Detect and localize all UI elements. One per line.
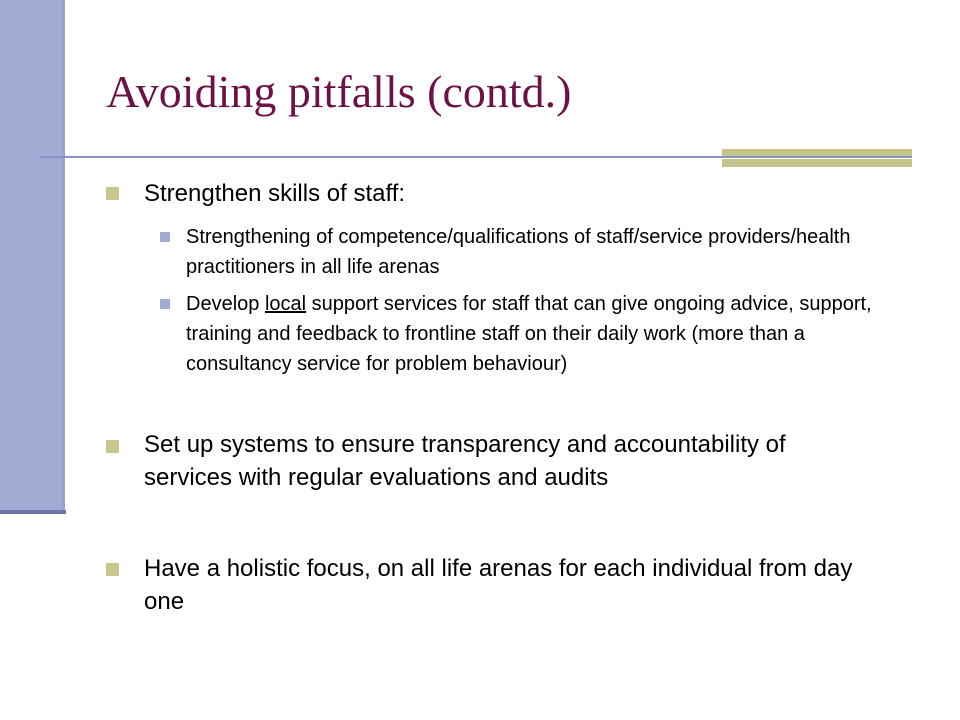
sub-bullet-square (160, 299, 170, 309)
sub-item-1-2 (186, 289, 906, 379)
bullet-square (106, 440, 119, 453)
sub-item-1-2-suffix: support services for staff that can give ongoing advice, support, training and feedback to frontline staff on their daily work (more than a consultancy service for problem behaviour) (186, 293, 872, 375)
sub-item-1-2-prefix: Develop (186, 293, 265, 315)
slide-title: Avoiding pitfalls (contd.) (106, 66, 572, 117)
bullet-item-3: Have a holistic focus, on all life arenas for each individual from day one (144, 555, 853, 615)
bullet-item-1: Strengthen skills of staff: (144, 180, 406, 207)
bullet-square (106, 187, 119, 200)
bullet-square (106, 563, 119, 576)
sub-item-1-2-underlined: local (264, 293, 307, 315)
sub-bullet-square (160, 232, 170, 242)
sub-item-1-1: Strengthening of competence/qualifications of staff/service providers/health practitioners in all life arenas (186, 226, 851, 278)
bullet-item-2: Set up systems to ensure transparency and accountability of services with regular evaluations and audits (144, 431, 786, 491)
